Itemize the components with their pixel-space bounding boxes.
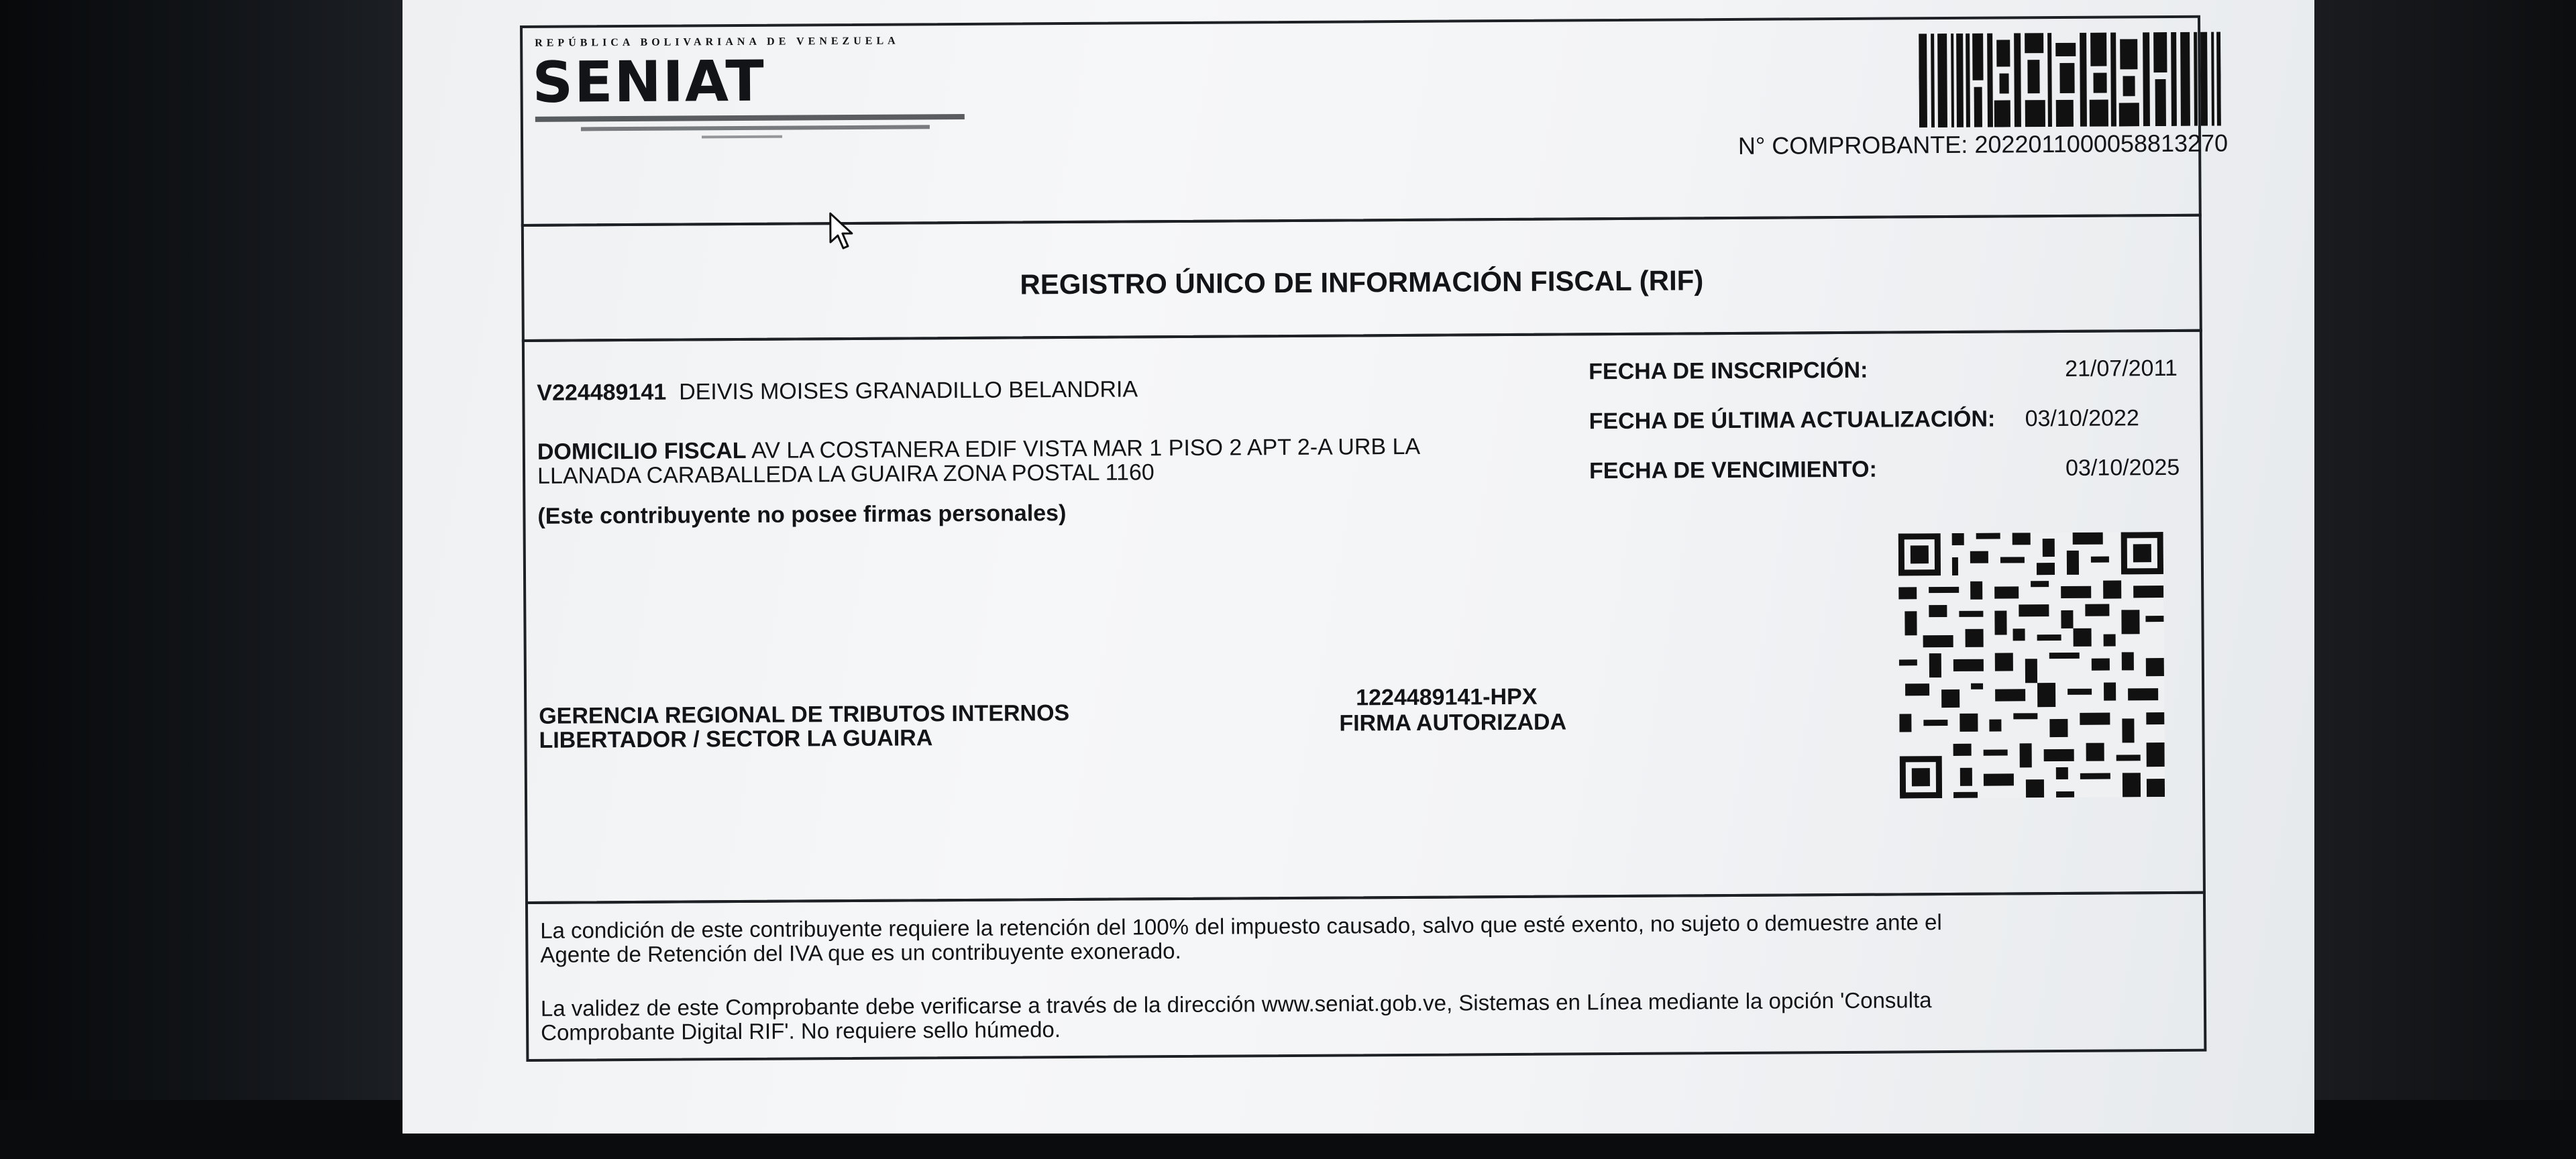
seniat-logo [532, 48, 915, 115]
signature-code: 1224489141-HPX [1356, 683, 1538, 711]
background-left [0, 0, 402, 1159]
comprobante-value: 2022011000058813270 [1974, 129, 2229, 158]
domicilio-value: AV LA COSTANERA EDIF VISTA MAR 1 PISO 2 APT 2-A URB LA [751, 433, 1421, 463]
validez-line-2: Comprobante Digital RIF'. No requiere sello húmedo. [541, 1017, 1061, 1045]
office-line-2: LIBERTADOR / SECTOR LA GUAIRA [539, 725, 933, 753]
logo-word: SENIAT [532, 48, 766, 115]
fecha-inscripcion-label: FECHA DE INSCRIPCIÓN: [1589, 357, 1868, 385]
domicilio-line-1 [537, 435, 1420, 464]
fecha-actualizacion-value: 03/10/2022 [2025, 405, 2139, 432]
domicilio-label: DOMICILIO FISCAL [537, 437, 747, 465]
retencion-line-2: Agente de Retención del IVA que es un contribuyente exonerado. [540, 938, 1181, 967]
comprobante-label: N° COMPROBANTE: [1737, 130, 1968, 160]
barcode-icon [1919, 32, 2221, 128]
mouse-pointer-icon [828, 211, 855, 252]
retencion-line-1: La condición de este contribuyente requiere la retención del 100% del impuesto causado, salvo que esté exento, no sujeto o demuestre ante el [540, 909, 1942, 943]
signature-label: FIRMA AUTORIZADA [1339, 709, 1567, 736]
taxpayer-name: DEIVIS MOISES GRANADILLO BELANDRIA [679, 376, 1138, 405]
logo-top-line: REPÚBLICA BOLIVARIANA DE VENEZUELA [535, 35, 900, 49]
fecha-vencimiento-value: 03/10/2025 [2065, 454, 2180, 481]
background-right [2308, 0, 2576, 1159]
fecha-inscripcion-value: 21/07/2011 [2065, 355, 2178, 382]
office-line-1: GERENCIA REGIONAL DE TRIBUTOS INTERNOS [539, 700, 1070, 729]
taxpayer-line [537, 377, 1138, 404]
domicilio-line-2: LLANADA CARABALLEDA LA GUAIRA ZONA POSTAL 1160 [537, 459, 1155, 489]
fecha-vencimiento-label: FECHA DE VENCIMIENTO: [1589, 456, 1878, 484]
qr-code-icon [1898, 532, 2165, 798]
comprobante-number [1718, 129, 2228, 160]
firmas-note: (Este contribuyente no posee firmas personales) [537, 500, 1067, 529]
logo-subtitle-line [702, 135, 782, 139]
paper-sheet [402, 0, 2314, 1134]
fecha-actualizacion-label: FECHA DE ÚLTIMA ACTUALIZACIÓN: [1589, 406, 1996, 435]
rif-number: V224489141 [537, 379, 667, 406]
rif-certificate [520, 15, 2229, 1062]
validez-line-1: La validez de este Comprobante debe verificarse a través de la dirección www.seniat.gob.ve, Sistemas en Línea mediante la opción 'Consulta [540, 987, 1932, 1021]
document-title: REGISTRO ÚNICO DE INFORMACIÓN FISCAL (RIF) [1020, 264, 1704, 300]
